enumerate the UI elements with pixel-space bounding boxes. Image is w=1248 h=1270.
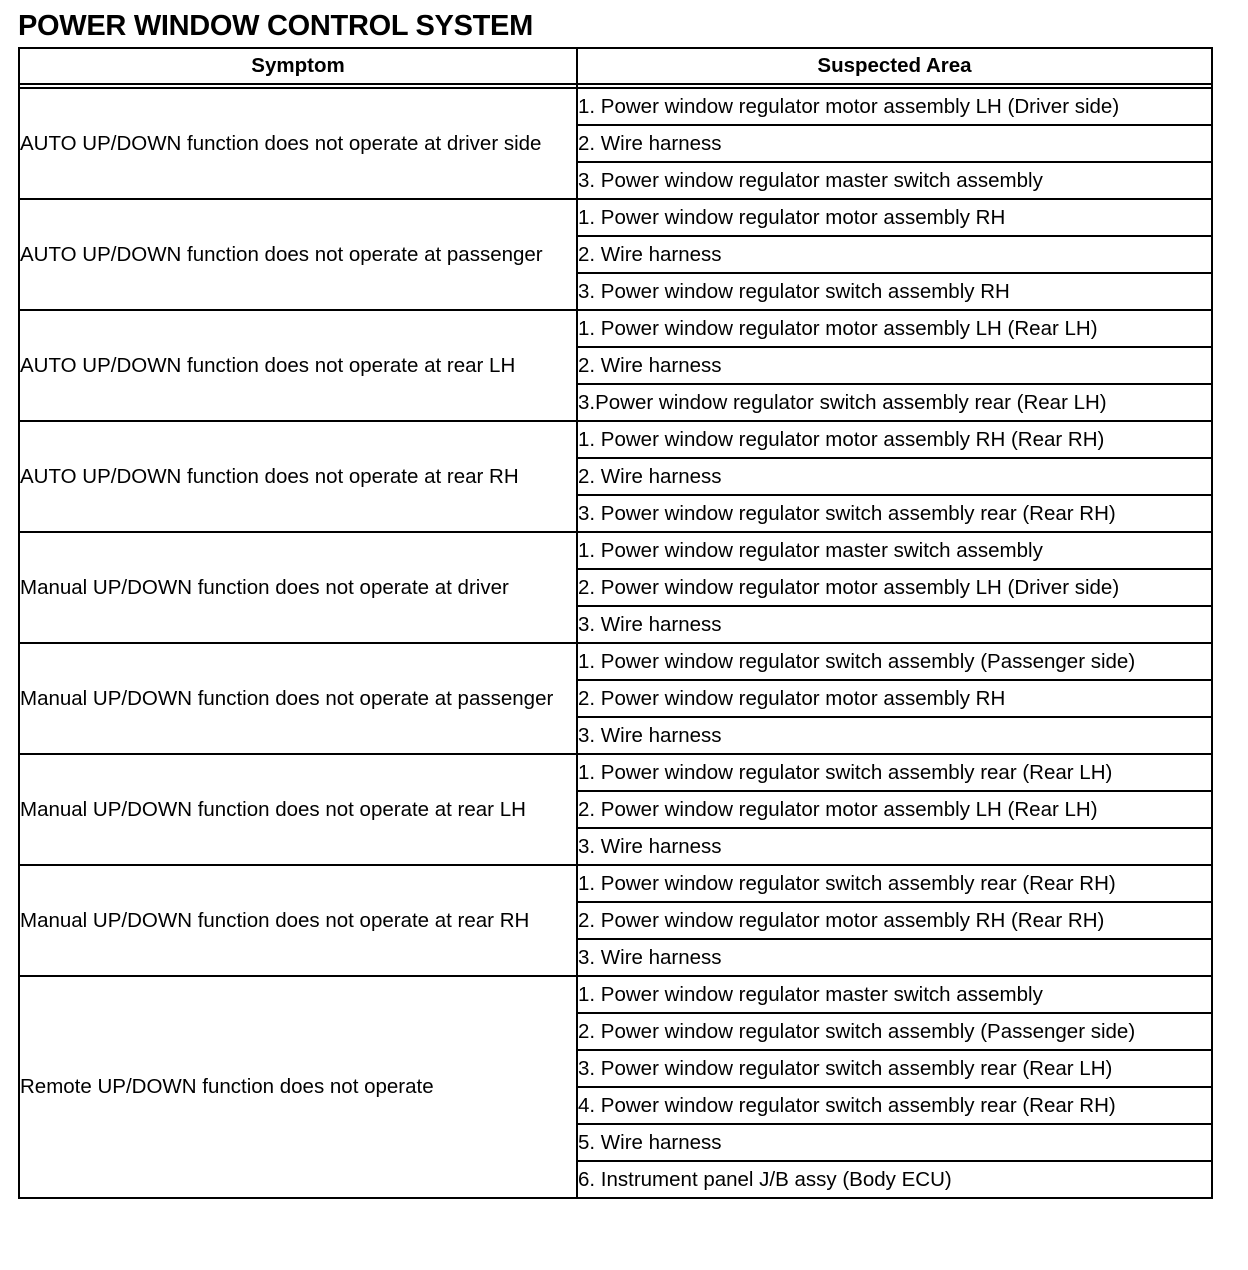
suspected-area-cell: 1. Power window regulator motor assembly RH: [577, 199, 1212, 236]
suspected-area-cell: 5. Wire harness: [577, 1124, 1212, 1161]
header-row: [19, 48, 1212, 84]
suspected-area-cell: 1. Power window regulator switch assembly rear (Rear RH): [577, 865, 1212, 902]
suspected-area-cell: 3.Power window regulator switch assembly rear (Rear LH): [577, 384, 1212, 421]
table-row: [19, 532, 1212, 569]
suspected-area-cell: 1. Power window regulator master switch assembly: [577, 976, 1212, 1013]
symptom-table: [18, 47, 1213, 1199]
suspected-area-cell: 1. Power window regulator master switch assembly: [577, 532, 1212, 569]
suspected-area-cell: 2. Power window regulator switch assembly (Passenger side): [577, 1013, 1212, 1050]
symptom-cell: Remote UP/DOWN function does not operate: [19, 976, 577, 1198]
table-row: [19, 643, 1212, 680]
suspected-area-cell: 3. Power window regulator master switch assembly: [577, 162, 1212, 199]
symptom-cell: Manual UP/DOWN function does not operate at driver: [19, 532, 577, 643]
symptom-cell: AUTO UP/DOWN function does not operate at passenger: [19, 199, 577, 310]
suspected-area-cell: 4. Power window regulator switch assembly rear (Rear RH): [577, 1087, 1212, 1124]
suspected-area-cell: 3. Power window regulator switch assembly RH: [577, 273, 1212, 310]
suspected-area-cell: 2. Power window regulator motor assembly LH (Driver side): [577, 569, 1212, 606]
symptom-cell: Manual UP/DOWN function does not operate at passenger: [19, 643, 577, 754]
suspected-area-cell: 2. Wire harness: [577, 347, 1212, 384]
suspected-area-cell: 3. Wire harness: [577, 717, 1212, 754]
suspected-area-cell: 1. Power window regulator switch assembly rear (Rear LH): [577, 754, 1212, 791]
suspected-area-cell: 6. Instrument panel J/B assy (Body ECU): [577, 1161, 1212, 1198]
suspected-area-cell: 3. Wire harness: [577, 939, 1212, 976]
table-row: [19, 865, 1212, 902]
symptom-cell: Manual UP/DOWN function does not operate at rear RH: [19, 865, 577, 976]
header-suspected-area: Suspected Area: [577, 48, 1212, 84]
suspected-area-cell: 2. Power window regulator motor assembly RH (Rear RH): [577, 902, 1212, 939]
symptom-cell: AUTO UP/DOWN function does not operate at rear RH: [19, 421, 577, 532]
table-row: [19, 88, 1212, 125]
page-title: POWER WINDOW CONTROL SYSTEM: [18, 10, 533, 42]
suspected-area-cell: 3. Wire harness: [577, 606, 1212, 643]
symptom-cell: AUTO UP/DOWN function does not operate at rear LH: [19, 310, 577, 421]
table-row: [19, 310, 1212, 347]
suspected-area-cell: 2. Power window regulator motor assembly LH (Rear LH): [577, 791, 1212, 828]
table-row: [19, 199, 1212, 236]
table-row: [19, 754, 1212, 791]
suspected-area-cell: 3. Power window regulator switch assembly rear (Rear RH): [577, 495, 1212, 532]
suspected-area-cell: 1. Power window regulator motor assembly LH (Driver side): [577, 88, 1212, 125]
table-row: [19, 421, 1212, 458]
symptom-cell: AUTO UP/DOWN function does not operate at driver side: [19, 88, 577, 199]
suspected-area-cell: 3. Wire harness: [577, 828, 1212, 865]
suspected-area-cell: 2. Wire harness: [577, 125, 1212, 162]
suspected-area-cell: 1. Power window regulator motor assembly LH (Rear LH): [577, 310, 1212, 347]
header-symptom: Symptom: [19, 48, 577, 84]
suspected-area-cell: 2. Wire harness: [577, 458, 1212, 495]
suspected-area-cell: 1. Power window regulator motor assembly RH (Rear RH): [577, 421, 1212, 458]
table-row: [19, 976, 1212, 1013]
suspected-area-cell: 3. Power window regulator switch assembly rear (Rear LH): [577, 1050, 1212, 1087]
suspected-area-cell: 2. Wire harness: [577, 236, 1212, 273]
table-body: [19, 88, 1212, 1198]
symptom-cell: Manual UP/DOWN function does not operate at rear LH: [19, 754, 577, 865]
suspected-area-cell: 1. Power window regulator switch assembly (Passenger side): [577, 643, 1212, 680]
suspected-area-cell: 2. Power window regulator motor assembly RH: [577, 680, 1212, 717]
